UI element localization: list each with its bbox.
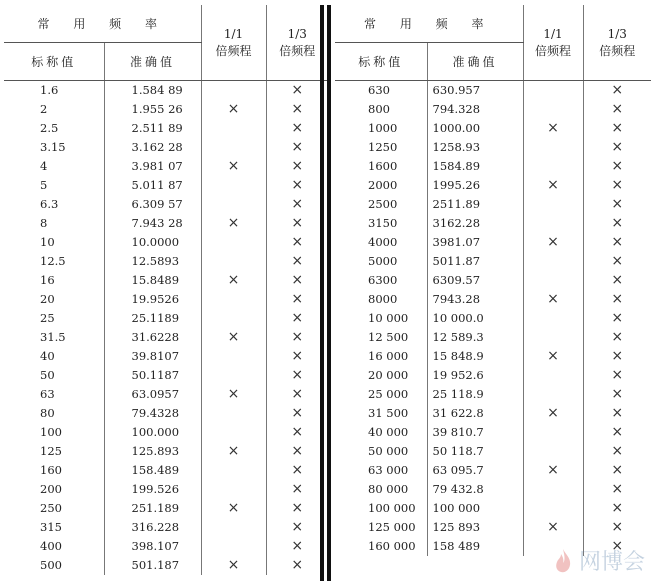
table-row xyxy=(4,214,328,233)
exact-value: 79 432.8 xyxy=(427,480,523,499)
table-row xyxy=(335,309,651,328)
nominal-value: 31.5 xyxy=(4,328,104,347)
nominal-value: 25 000 xyxy=(335,385,427,404)
octave-1-1-mark: × xyxy=(201,271,266,290)
table-row xyxy=(4,290,328,309)
octave-1-3-mark: × xyxy=(291,329,304,345)
nominal-value: 400 xyxy=(4,537,104,556)
octave-1-1-mark: × xyxy=(201,385,266,404)
octave-1-3-mark: × xyxy=(291,291,304,307)
nominal-value: 6300 xyxy=(335,271,427,290)
nominal-value: 800 xyxy=(335,100,427,119)
nominal-value: 125 000 xyxy=(335,518,427,537)
octave-1-1-mark xyxy=(523,100,583,119)
octave-1-3-mark: × xyxy=(611,139,624,155)
nominal-value: 10 000 xyxy=(335,309,427,328)
table-row xyxy=(335,100,651,119)
exact-value: 10 000.0 xyxy=(427,309,523,328)
table-row xyxy=(4,195,328,214)
table-row xyxy=(4,423,328,442)
octave-1-3-mark: × xyxy=(611,481,624,497)
table-row xyxy=(4,366,328,385)
nominal-value: 2 xyxy=(4,100,104,119)
nominal-value: 160 000 xyxy=(335,537,427,556)
octave-1-3-mark: × xyxy=(291,139,304,155)
nominal-value: 3.15 xyxy=(4,138,104,157)
nominal-value: 40 000 xyxy=(335,423,427,442)
nominal-value: 12 500 xyxy=(335,328,427,347)
octave-1-3-mark: × xyxy=(611,348,624,364)
table-row xyxy=(335,461,651,480)
octave-1-1-mark xyxy=(523,157,583,176)
exact-value: 7.943 28 xyxy=(104,214,201,233)
octave-1-1-mark xyxy=(201,252,266,271)
exact-value: 7943.28 xyxy=(427,290,523,309)
octave-1-1-label: 倍频程 xyxy=(215,43,252,58)
octave-1-1-mark xyxy=(523,271,583,290)
exact-value: 31 622.8 xyxy=(427,404,523,423)
exact-value: 25 118.9 xyxy=(427,385,523,404)
table-row xyxy=(4,119,328,138)
exact-value: 1995.26 xyxy=(427,176,523,195)
table-row xyxy=(4,233,328,252)
nominal-value: 500 xyxy=(4,556,104,575)
exact-value: 125 893 xyxy=(427,518,523,537)
table-row xyxy=(335,271,651,290)
exact-value: 79.4328 xyxy=(104,404,201,423)
octave-1-1-mark xyxy=(201,195,266,214)
table-row xyxy=(4,157,328,176)
octave-1-1-mark xyxy=(523,423,583,442)
nominal-value: 1250 xyxy=(335,138,427,157)
exact-value: 251.189 xyxy=(104,499,201,518)
octave-1-3-mark: × xyxy=(291,196,304,212)
table-row xyxy=(4,461,328,480)
octave-1-1-mark xyxy=(201,309,266,328)
octave-1-1-mark: × xyxy=(201,328,266,347)
octave-1-1-mark xyxy=(201,537,266,556)
common-frequency-header: 常 用 频 率 xyxy=(4,5,201,43)
nominal-value: 20 xyxy=(4,290,104,309)
table-row xyxy=(4,385,328,404)
nominal-value: 80 xyxy=(4,404,104,423)
octave-1-3-header xyxy=(583,5,651,81)
octave-1-1-mark xyxy=(523,138,583,157)
exact-value: 1.955 26 xyxy=(104,100,201,119)
nominal-value: 16 xyxy=(4,271,104,290)
nominal-value: 4 xyxy=(4,157,104,176)
octave-1-3-ratio: 1/3 xyxy=(287,26,307,41)
octave-1-3-mark: × xyxy=(611,158,624,174)
nominal-value: 630 xyxy=(335,81,427,101)
exact-value: 1584.89 xyxy=(427,157,523,176)
exact-value: 125.893 xyxy=(104,442,201,461)
octave-1-1-mark xyxy=(201,518,266,537)
table-row xyxy=(335,442,651,461)
octave-1-3-mark: × xyxy=(291,557,304,573)
nominal-value: 1.6 xyxy=(4,81,104,101)
nominal-value: 50 000 xyxy=(335,442,427,461)
octave-1-1-mark: × xyxy=(523,347,583,366)
exact-value: 63 095.7 xyxy=(427,461,523,480)
table-row xyxy=(335,499,651,518)
octave-1-3-mark: × xyxy=(291,82,304,98)
nominal-value: 50 xyxy=(4,366,104,385)
nominal-value: 315 xyxy=(4,518,104,537)
octave-1-3-mark: × xyxy=(291,538,304,554)
flame-logo-icon xyxy=(552,548,574,574)
octave-1-1-mark xyxy=(201,176,266,195)
octave-1-3-mark: × xyxy=(291,215,304,231)
nominal-value: 2.5 xyxy=(4,119,104,138)
octave-1-1-mark xyxy=(523,385,583,404)
nominal-value: 3150 xyxy=(335,214,427,233)
nominal-value: 63 000 xyxy=(335,461,427,480)
octave-1-1-mark xyxy=(201,347,266,366)
table-row xyxy=(4,252,328,271)
octave-1-3-mark: × xyxy=(611,101,624,117)
octave-1-3-label: 倍频程 xyxy=(599,43,636,58)
nominal-value: 16 000 xyxy=(335,347,427,366)
octave-1-1-mark xyxy=(201,480,266,499)
nominal-value: 100 xyxy=(4,423,104,442)
octave-1-1-mark: × xyxy=(523,176,583,195)
exact-value: 50 118.7 xyxy=(427,442,523,461)
exact-value: 12 589.3 xyxy=(427,328,523,347)
octave-1-3-mark: × xyxy=(291,272,304,288)
octave-1-1-mark xyxy=(523,195,583,214)
table-row xyxy=(4,556,328,575)
octave-1-3-mark: × xyxy=(291,481,304,497)
octave-1-3-mark: × xyxy=(291,519,304,535)
octave-1-1-mark xyxy=(523,309,583,328)
exact-value: 15.8489 xyxy=(104,271,201,290)
exact-value: 794.328 xyxy=(427,100,523,119)
left-table-body xyxy=(4,81,328,576)
table-row xyxy=(4,404,328,423)
exact-value: 100.000 xyxy=(104,423,201,442)
nominal-value: 100 000 xyxy=(335,499,427,518)
exact-value: 501.187 xyxy=(104,556,201,575)
octave-1-3-mark: × xyxy=(291,234,304,250)
table-row xyxy=(4,328,328,347)
exact-value: 2.511 89 xyxy=(104,119,201,138)
exact-value: 10.0000 xyxy=(104,233,201,252)
octave-1-1-mark xyxy=(201,81,266,101)
table-row xyxy=(4,480,328,499)
octave-1-3-mark: × xyxy=(291,405,304,421)
exact-value: 12.5893 xyxy=(104,252,201,271)
nominal-value: 5 xyxy=(4,176,104,195)
octave-1-1-mark: × xyxy=(201,442,266,461)
nominal-value: 5000 xyxy=(335,252,427,271)
exact-value: 2511.89 xyxy=(427,195,523,214)
table-row xyxy=(335,176,651,195)
table-row xyxy=(335,119,651,138)
exact-value: 158.489 xyxy=(104,461,201,480)
octave-1-1-mark xyxy=(523,480,583,499)
exact-value: 630.957 xyxy=(427,81,523,101)
octave-1-1-mark xyxy=(523,366,583,385)
nominal-value: 63 xyxy=(4,385,104,404)
octave-1-1-mark xyxy=(523,81,583,101)
table-row xyxy=(335,138,651,157)
exact-value: 63.0957 xyxy=(104,385,201,404)
octave-1-3-label: 倍频程 xyxy=(279,43,316,58)
octave-1-3-mark: × xyxy=(291,386,304,402)
octave-1-3-mark: × xyxy=(291,310,304,326)
exact-value: 100 000 xyxy=(427,499,523,518)
exact-value: 50.1187 xyxy=(104,366,201,385)
octave-1-1-mark: × xyxy=(201,100,266,119)
octave-1-1-mark xyxy=(201,404,266,423)
octave-1-1-mark xyxy=(201,423,266,442)
octave-1-3-mark: × xyxy=(611,424,624,440)
octave-1-1-ratio: 1/1 xyxy=(543,26,563,41)
exact-value: 31.6228 xyxy=(104,328,201,347)
octave-1-1-mark xyxy=(201,366,266,385)
nominal-value: 1600 xyxy=(335,157,427,176)
table-row xyxy=(335,518,651,537)
octave-1-3-mark: × xyxy=(611,386,624,402)
nominal-value: 10 xyxy=(4,233,104,252)
nominal-value: 12.5 xyxy=(4,252,104,271)
octave-1-3-mark: × xyxy=(611,215,624,231)
octave-1-1-mark xyxy=(201,461,266,480)
octave-1-1-mark: × xyxy=(523,518,583,537)
exact-value: 39 810.7 xyxy=(427,423,523,442)
octave-1-3-mark: × xyxy=(611,538,624,554)
octave-1-1-mark xyxy=(523,499,583,518)
table-row xyxy=(335,328,651,347)
octave-1-1-mark: × xyxy=(523,233,583,252)
octave-1-3-mark: × xyxy=(611,329,624,345)
nominal-value: 40 xyxy=(4,347,104,366)
octave-1-3-mark: × xyxy=(291,253,304,269)
table-row xyxy=(335,423,651,442)
table-row xyxy=(335,157,651,176)
octave-1-3-mark: × xyxy=(611,177,624,193)
octave-1-3-mark: × xyxy=(291,101,304,117)
table-row xyxy=(335,233,651,252)
octave-1-3-mark: × xyxy=(291,443,304,459)
table-row xyxy=(4,442,328,461)
watermark xyxy=(552,545,645,576)
octave-1-3-mark: × xyxy=(611,443,624,459)
exact-value: 1258.93 xyxy=(427,138,523,157)
frequency-table-left xyxy=(4,5,328,575)
nominal-value: 125 xyxy=(4,442,104,461)
table-row xyxy=(4,81,328,101)
nominal-value: 160 xyxy=(4,461,104,480)
exact-value: 3.981 07 xyxy=(104,157,201,176)
nominal-value: 2500 xyxy=(335,195,427,214)
table-row xyxy=(4,537,328,556)
table-row xyxy=(4,518,328,537)
exact-value: 25.1189 xyxy=(104,309,201,328)
table-row xyxy=(335,404,651,423)
octave-1-3-mark: × xyxy=(611,196,624,212)
exact-value: 6.309 57 xyxy=(104,195,201,214)
octave-1-1-mark xyxy=(201,138,266,157)
octave-1-3-header xyxy=(266,5,328,81)
exact-value: 158 489 xyxy=(427,537,523,556)
octave-1-1-mark xyxy=(523,328,583,347)
exact-value: 3162.28 xyxy=(427,214,523,233)
table-row xyxy=(335,81,651,101)
octave-1-3-mark: × xyxy=(611,367,624,383)
octave-1-3-mark: × xyxy=(611,519,624,535)
octave-1-1-mark: × xyxy=(201,214,266,233)
octave-1-3-mark: × xyxy=(291,158,304,174)
table-row xyxy=(335,385,651,404)
exact-value: 15 848.9 xyxy=(427,347,523,366)
exact-value-header: 准确值 xyxy=(427,43,523,81)
table-row xyxy=(335,366,651,385)
octave-1-1-header xyxy=(201,5,266,81)
exact-value: 3.162 28 xyxy=(104,138,201,157)
octave-1-3-mark: × xyxy=(611,82,624,98)
octave-1-3-mark: × xyxy=(291,424,304,440)
nominal-value: 4000 xyxy=(335,233,427,252)
octave-1-1-mark xyxy=(201,233,266,252)
octave-1-3-mark: × xyxy=(291,120,304,136)
nominal-value: 2000 xyxy=(335,176,427,195)
nominal-value: 1000 xyxy=(335,119,427,138)
octave-1-3-ratio: 1/3 xyxy=(607,26,627,41)
frequency-table-right xyxy=(335,5,651,556)
exact-value: 1.584 89 xyxy=(104,81,201,101)
table-row xyxy=(4,499,328,518)
octave-1-1-mark: × xyxy=(523,119,583,138)
octave-1-1-mark: × xyxy=(523,404,583,423)
octave-1-3-mark: × xyxy=(611,405,624,421)
exact-value: 5.011 87 xyxy=(104,176,201,195)
octave-1-1-mark: × xyxy=(523,290,583,309)
table-row xyxy=(335,290,651,309)
table-row xyxy=(335,480,651,499)
nominal-value: 25 xyxy=(4,309,104,328)
octave-1-1-mark xyxy=(523,214,583,233)
octave-1-3-mark: × xyxy=(611,120,624,136)
octave-1-3-mark: × xyxy=(611,272,624,288)
octave-1-3-mark: × xyxy=(291,177,304,193)
octave-1-3-mark: × xyxy=(291,348,304,364)
octave-1-1-mark xyxy=(201,119,266,138)
octave-1-3-mark: × xyxy=(611,253,624,269)
table-row xyxy=(4,271,328,290)
nominal-value: 8 xyxy=(4,214,104,233)
exact-value: 316.228 xyxy=(104,518,201,537)
octave-1-3-mark: × xyxy=(611,500,624,516)
table-row xyxy=(335,252,651,271)
exact-value: 39.8107 xyxy=(104,347,201,366)
octave-1-1-header xyxy=(523,5,583,81)
octave-1-1-mark: × xyxy=(523,461,583,480)
octave-1-3-mark: × xyxy=(611,291,624,307)
octave-1-1-mark xyxy=(523,252,583,271)
exact-value: 5011.87 xyxy=(427,252,523,271)
table-row xyxy=(335,214,651,233)
table-row xyxy=(335,195,651,214)
nominal-value-header: 标称值 xyxy=(4,43,104,81)
exact-value: 398.107 xyxy=(104,537,201,556)
octave-1-1-label: 倍频程 xyxy=(534,43,571,58)
octave-1-1-mark xyxy=(201,290,266,309)
nominal-value: 250 xyxy=(4,499,104,518)
nominal-value: 20 000 xyxy=(335,366,427,385)
exact-value: 3981.07 xyxy=(427,233,523,252)
nominal-value: 31 500 xyxy=(335,404,427,423)
octave-1-1-mark: × xyxy=(201,157,266,176)
table-row xyxy=(4,100,328,119)
common-frequency-header: 常 用 频 率 xyxy=(335,5,523,43)
nominal-value: 200 xyxy=(4,480,104,499)
right-table-body xyxy=(335,81,651,557)
octave-1-1-ratio: 1/1 xyxy=(223,26,244,41)
exact-value: 199.526 xyxy=(104,480,201,499)
octave-1-3-mark: × xyxy=(611,234,624,250)
exact-value: 19 952.6 xyxy=(427,366,523,385)
octave-1-1-mark: × xyxy=(201,499,266,518)
table-row xyxy=(4,176,328,195)
octave-1-1-mark xyxy=(523,442,583,461)
exact-value-header: 准确值 xyxy=(104,43,201,81)
nominal-value: 6.3 xyxy=(4,195,104,214)
exact-value: 1000.00 xyxy=(427,119,523,138)
watermark-text: 网博会 xyxy=(578,550,645,575)
table-row xyxy=(4,347,328,366)
octave-1-1-mark: × xyxy=(201,556,266,575)
octave-1-3-mark: × xyxy=(291,462,304,478)
table-row xyxy=(335,347,651,366)
octave-1-3-mark: × xyxy=(611,310,624,326)
nominal-value: 8000 xyxy=(335,290,427,309)
table-row xyxy=(4,138,328,157)
octave-1-3-mark: × xyxy=(291,500,304,516)
nominal-value-header: 标称值 xyxy=(335,43,427,81)
exact-value: 19.9526 xyxy=(104,290,201,309)
octave-1-3-mark: × xyxy=(611,462,624,478)
table-row xyxy=(4,309,328,328)
exact-value: 6309.57 xyxy=(427,271,523,290)
nominal-value: 80 000 xyxy=(335,480,427,499)
table-divider xyxy=(320,5,332,581)
octave-1-3-mark: × xyxy=(291,367,304,383)
